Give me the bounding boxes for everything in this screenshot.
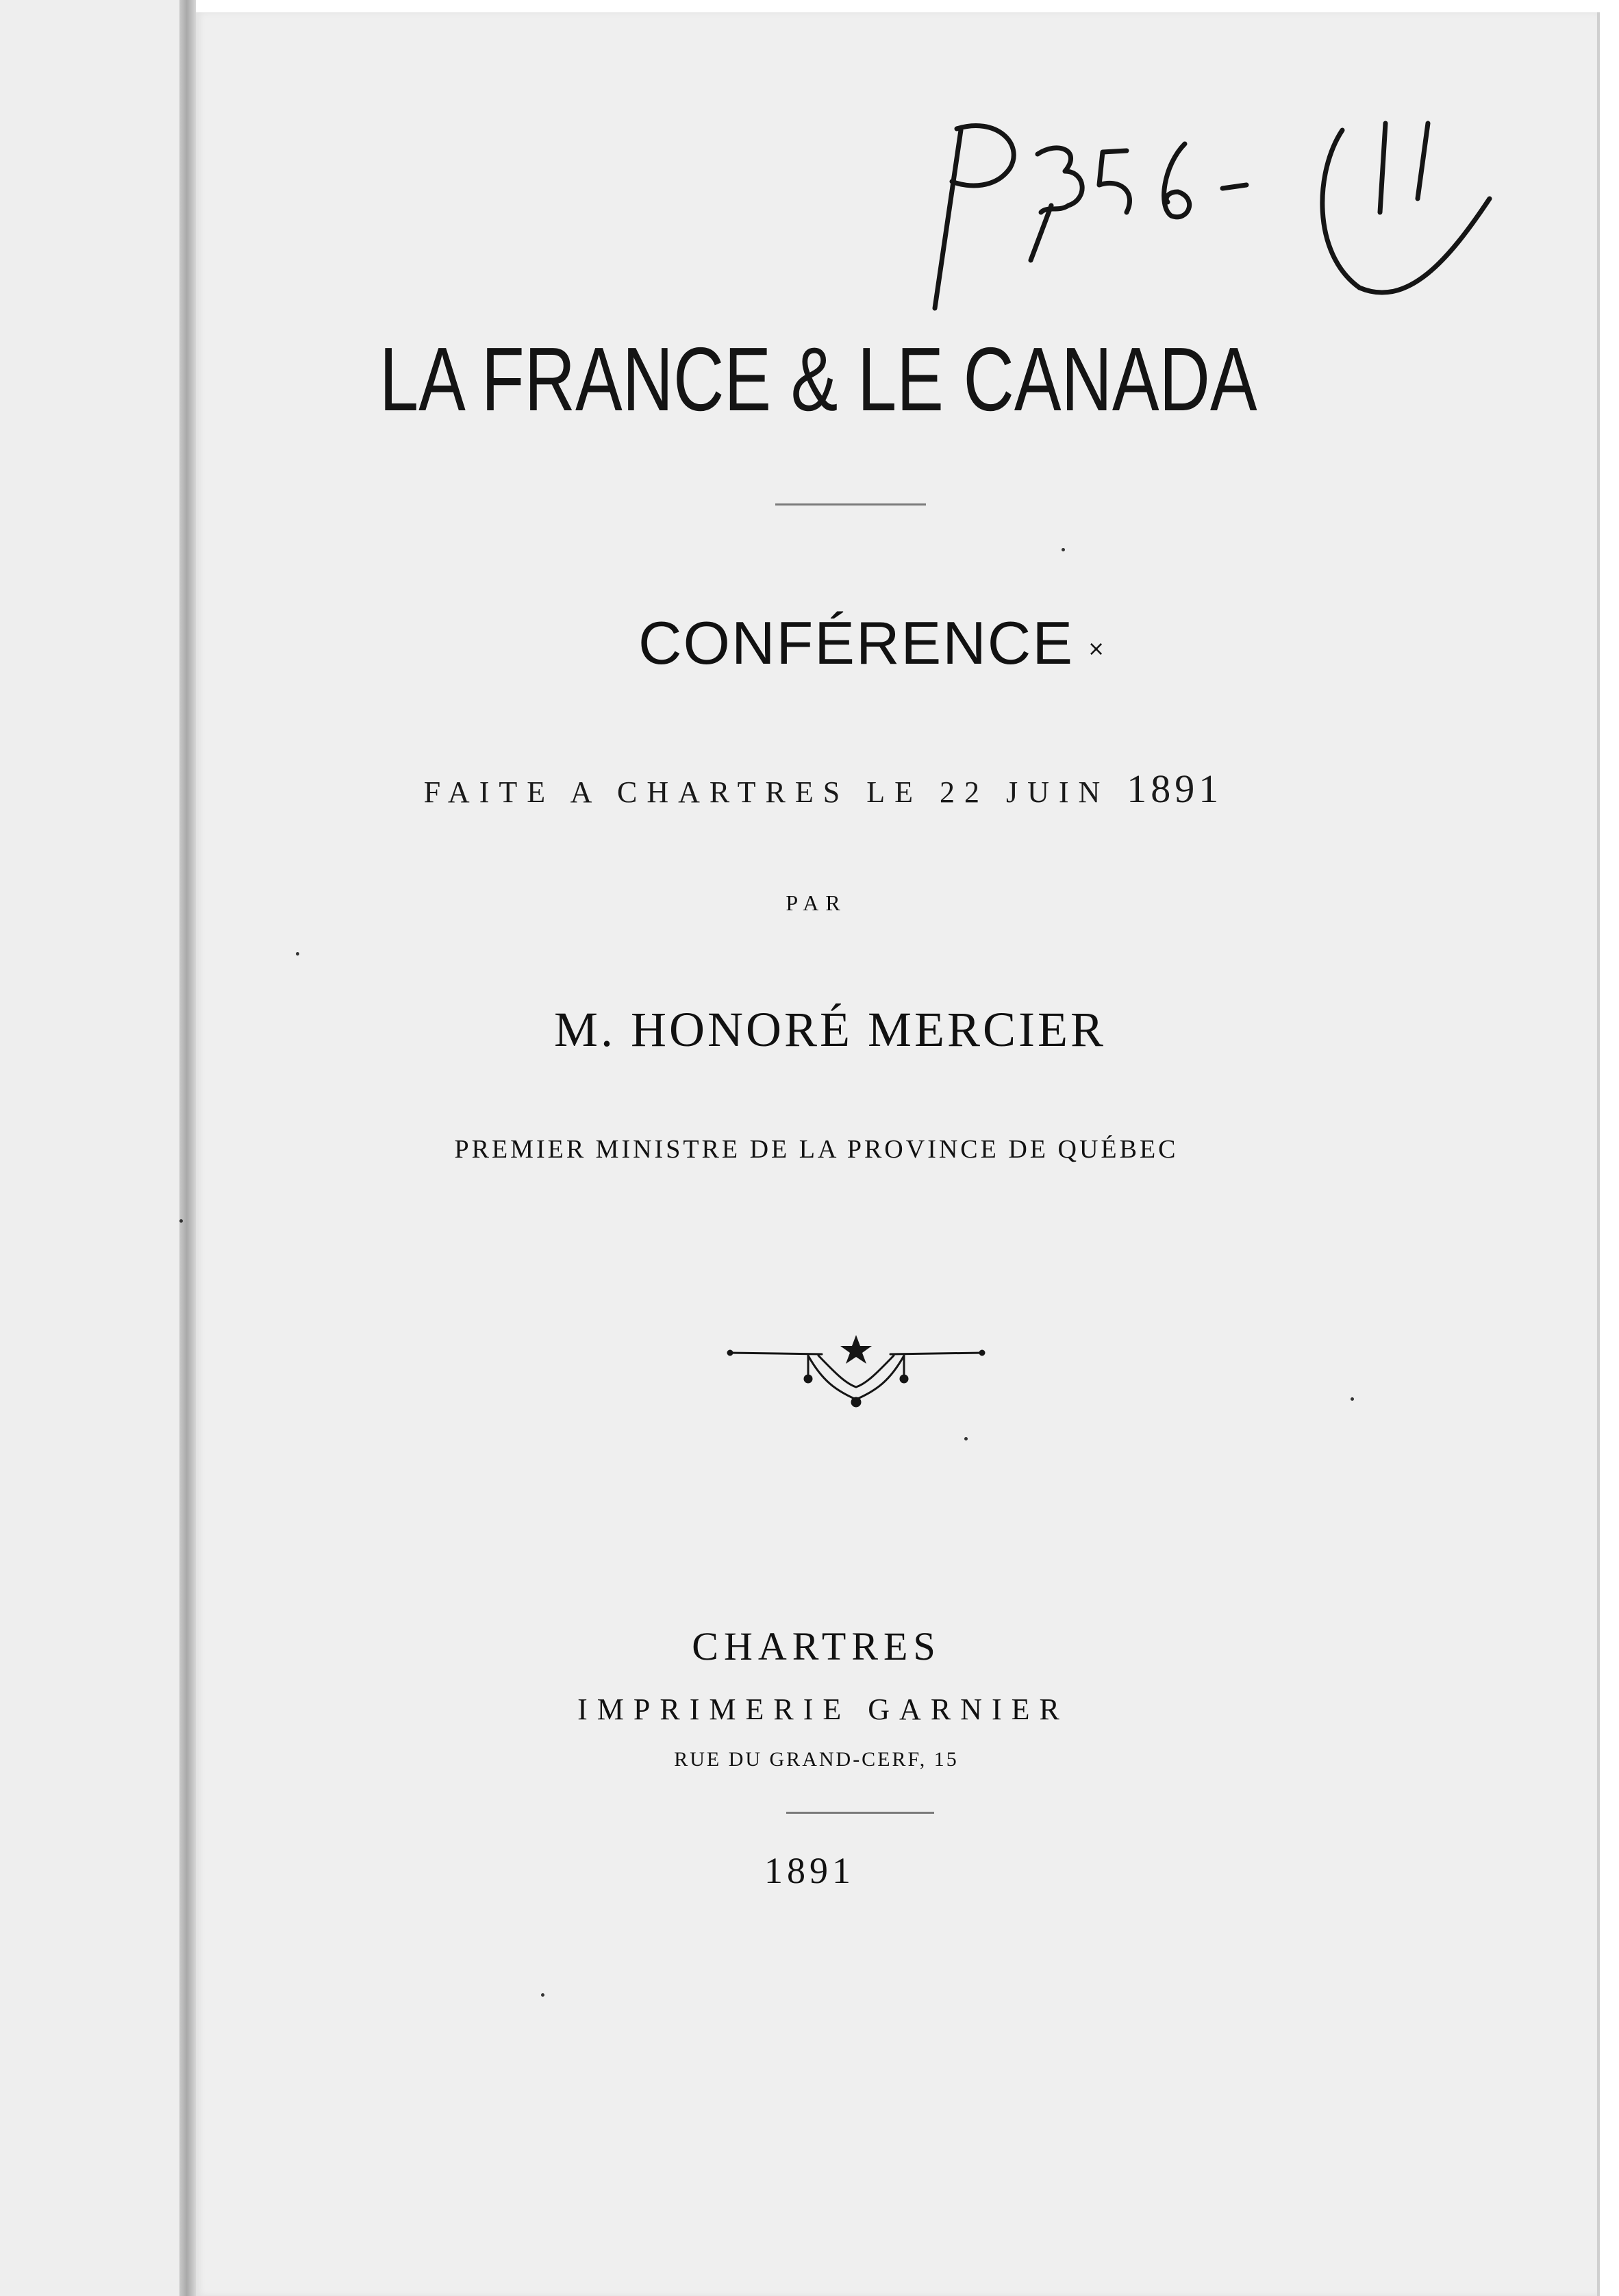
- subtitle-text: FAITE A CHARTRES LE 22 JUIN: [423, 775, 1110, 809]
- publication-year: 1891: [764, 1850, 855, 1891]
- page-title: LA FRANCE & LE CANADA: [379, 329, 1257, 429]
- scan-speck: [964, 1437, 968, 1440]
- conference-marker: ×: [1088, 637, 1105, 661]
- imprint-city: CHARTRES: [692, 1624, 941, 1669]
- handwritten-shelf-mark: [928, 103, 1496, 322]
- scan-speck: [1351, 1397, 1354, 1401]
- imprint-printer: IMPRIMERIE GARNIER: [577, 1693, 1069, 1726]
- author-name: M. HONORÉ MERCIER: [553, 1002, 1107, 1057]
- conference-subtitle: [14, 766, 1619, 812]
- scan-speck: [179, 1219, 183, 1223]
- scan-speck: [296, 952, 299, 956]
- scan-speck: [541, 1993, 544, 1997]
- by-label: PAR: [786, 890, 847, 915]
- scan-speck: [1062, 548, 1065, 551]
- conference-heading: CONFÉRENCE: [638, 609, 1075, 677]
- subtitle-year: 1891: [1127, 766, 1223, 811]
- author-role: PREMIER MINISTRE DE LA PROVINCE DE QUÉBEC: [454, 1135, 1179, 1164]
- imprint-address: RUE DU GRAND-CERF, 15: [674, 1748, 959, 1771]
- title-divider: [775, 503, 926, 506]
- imprint-divider: [786, 1812, 934, 1814]
- ornament-icon: [726, 1325, 986, 1414]
